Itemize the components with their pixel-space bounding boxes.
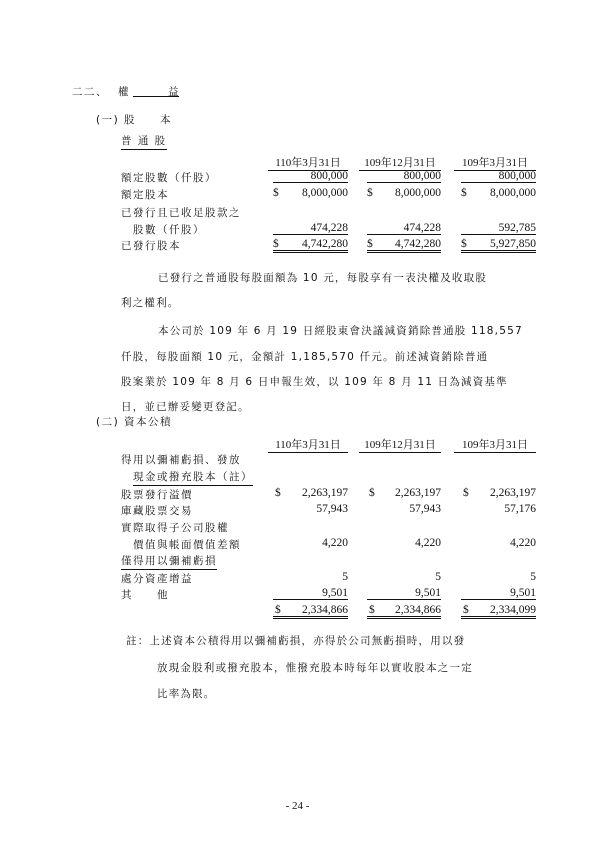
capital-cell: 592,785: [461, 222, 536, 235]
surplus-total-cell: 2,334,866: [273, 604, 348, 619]
capital-cell: 8,000,000: [302, 187, 348, 199]
capital-row-label: 額定股數（仟股）: [121, 172, 217, 184]
surplus-cell: 2,263,197: [302, 487, 348, 499]
dollar-sign: $: [273, 238, 279, 250]
dollar-sign: $: [461, 187, 467, 199]
surplus-cell: 2,263,197: [395, 487, 441, 499]
capital-paragraph-2-line-4: 日，並已辦妥變更登記。: [121, 401, 250, 413]
capital-row-label: 已發行股本: [121, 240, 181, 252]
surplus-cell: 9,501: [273, 587, 348, 600]
surplus-group-1-line-1: 得用以彌補虧損、發放: [121, 454, 241, 466]
capital-col-header-3: 109年3月31日: [454, 154, 536, 171]
capital-paragraph-1-line-2: 利之權利。: [121, 297, 180, 309]
capital-paragraph-2-line-2: 仟股，每股面額 10 元，金額計 1,185,570 仟元。前述減資銷除普通: [121, 351, 489, 363]
surplus-group-2: 僅得用以彌補虧損: [121, 553, 217, 570]
surplus-col-header-3: 109年3月31日: [454, 436, 536, 453]
surplus-row-label: 價值與帳面價值差額: [133, 539, 241, 551]
capital-subheading: 普 通 股: [121, 133, 167, 150]
capital-row-label: 股數（仟股）: [133, 224, 205, 236]
surplus-cell: 57,176: [504, 503, 536, 515]
surplus-cell: 4,220: [322, 537, 348, 549]
capital-cell: 474,228: [273, 222, 348, 235]
surplus-row-label: 其 他: [121, 589, 169, 601]
capital-row-label: 已發行且已收足股款之: [121, 207, 241, 219]
capital-cell: 5,927,850: [461, 238, 536, 253]
section-number: 二二、: [72, 86, 108, 98]
surplus-cell: 5: [342, 571, 348, 583]
surplus-col-header-1: 110年3月31日: [268, 436, 348, 453]
surplus-group-1-line-2: 現金或撥充股本（註）: [133, 469, 253, 486]
surplus-total-cell: 2,334,866: [367, 604, 441, 619]
dollar-sign: $: [463, 604, 469, 616]
surplus-col-header-2: 109年12月31日: [359, 436, 441, 453]
dollar-sign: $: [369, 604, 375, 616]
surplus-cell: 2,263,197: [490, 487, 536, 499]
dollar-sign: $: [273, 187, 279, 199]
surplus-cell: 4,220: [510, 537, 536, 549]
surplus-note-line-2: 放現金股利或撥充股本，惟撥充股本時每年以實收股本之一定: [157, 662, 473, 674]
surplus-cell: 57,943: [316, 503, 348, 515]
surplus-row-label: 庫藏股票交易: [121, 505, 193, 517]
capital-cell: 8,000,000: [490, 187, 536, 199]
capital-paragraph-1-line-1: 已發行之普通股每股面額為 10 元，每股享有一表決權及收取股: [158, 272, 488, 284]
dollar-sign: $: [369, 487, 375, 499]
dollar-sign: $: [461, 238, 467, 250]
dollar-sign: $: [275, 604, 281, 616]
section-title-2: 益: [168, 86, 180, 98]
surplus-cell: 9,501: [367, 587, 441, 600]
capital-cell: 800,000: [273, 170, 348, 183]
surplus-total-cell: 2,334,099: [461, 604, 536, 619]
capital-paragraph-2-line-1: 本公司於 109 年 6 月 19 日經股東會決議減資銷除普通股 118,557: [158, 325, 523, 337]
capital-cell: 800,000: [367, 170, 441, 183]
surplus-row-label: 股票發行溢價: [121, 489, 193, 501]
capital-paragraph-2-line-3: 股案業於 109 年 8 月 6 日申報生效，以 109 年 8 月 11 日為減資基準: [121, 376, 508, 388]
capital-heading: (一) 股 本: [96, 114, 173, 126]
surplus-heading: (二) 資本公積: [96, 416, 173, 428]
surplus-row-label: 實際取得子公司股權: [121, 522, 229, 534]
surplus-cell: 9,501: [461, 587, 536, 600]
capital-cell: 8,000,000: [395, 187, 441, 199]
surplus-cell: 4,220: [415, 537, 441, 549]
surplus-row-label: 處分資產增益: [121, 573, 193, 585]
capital-cell: 474,228: [367, 222, 441, 235]
page-number: - 24 -: [285, 800, 310, 812]
surplus-note-line-1: 註：上述資本公積得用以彌補虧損，亦得於公司無虧損時，用以發: [126, 635, 466, 647]
dollar-sign: $: [275, 487, 281, 499]
surplus-cell: 5: [530, 571, 536, 583]
capital-row-label: 額定股本: [121, 189, 169, 201]
surplus-cell: 5: [435, 571, 441, 583]
capital-col-header-2: 109年12月31日: [359, 154, 441, 171]
dollar-sign: $: [463, 487, 469, 499]
dollar-sign: $: [367, 187, 373, 199]
surplus-cell: 57,943: [409, 503, 441, 515]
capital-cell: 4,742,280: [273, 238, 348, 253]
section-title: 權: [118, 86, 130, 98]
capital-cell: 800,000: [461, 170, 536, 183]
surplus-note-line-3: 比率為限。: [157, 688, 216, 700]
capital-cell: 4,742,280: [367, 238, 441, 253]
capital-col-header-1: 110年3月31日: [268, 154, 348, 171]
dollar-sign: $: [367, 238, 373, 250]
